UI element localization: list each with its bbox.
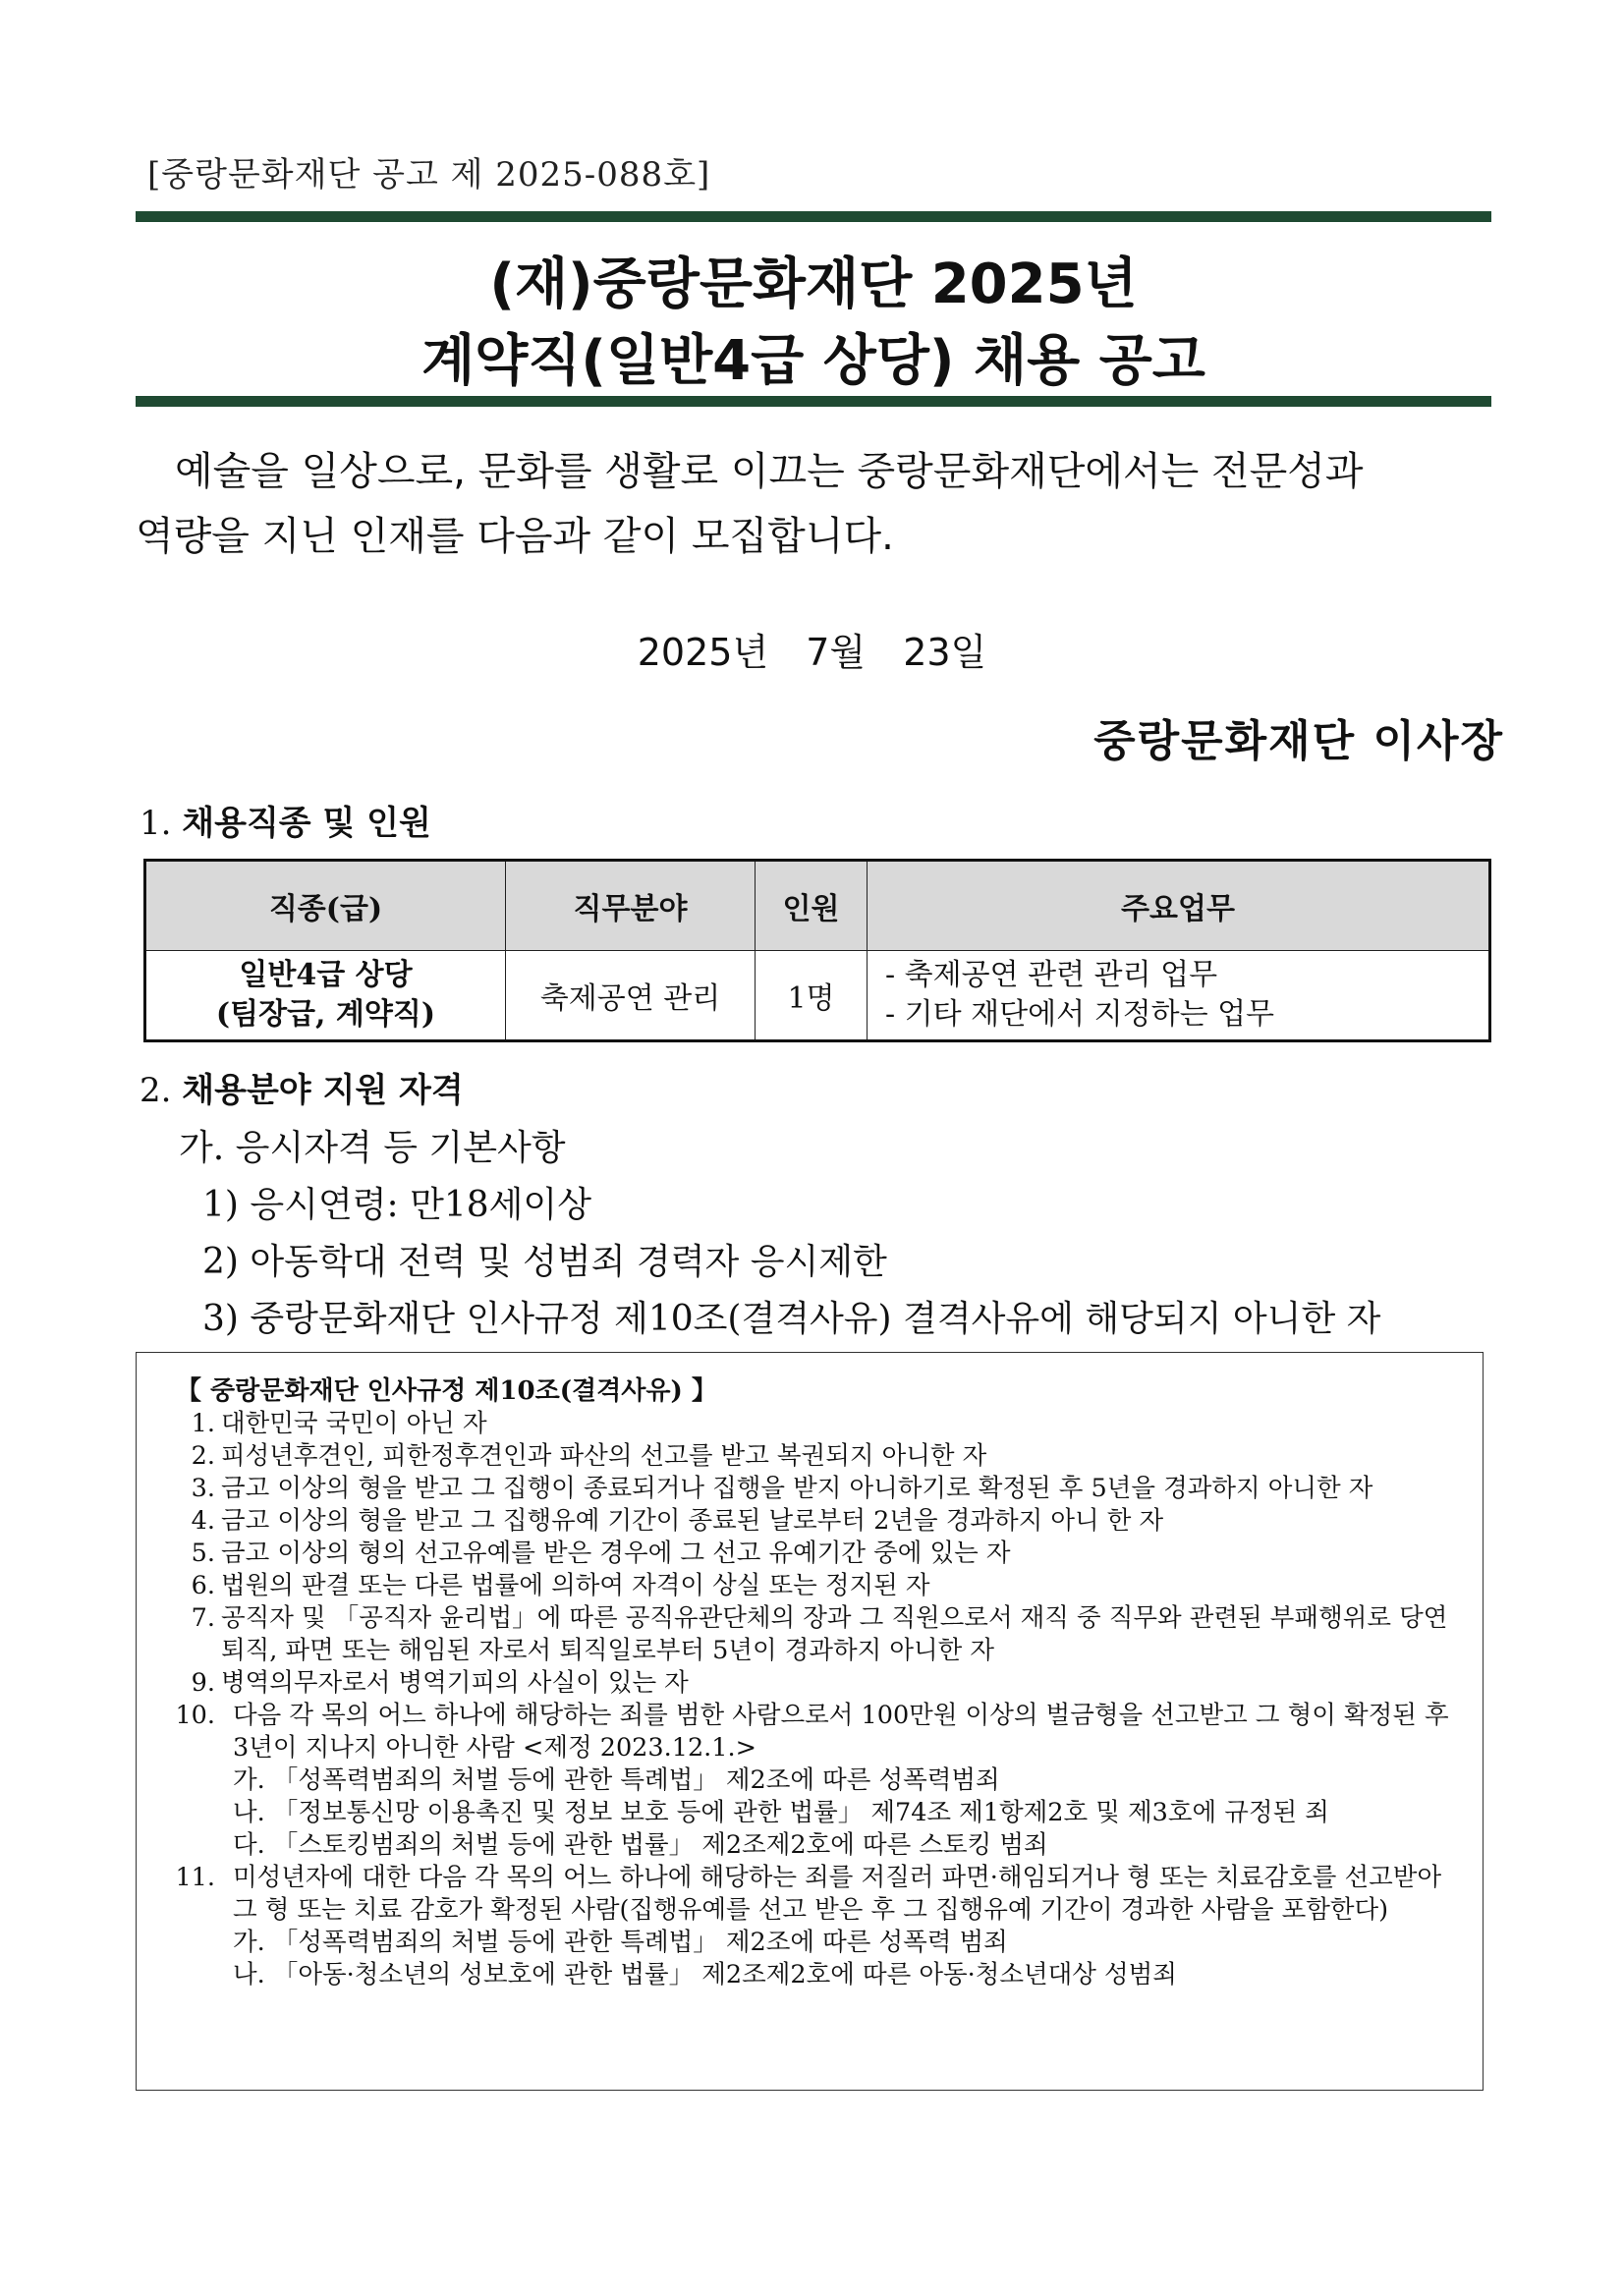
table-row <box>145 951 1490 1041</box>
section2-number: 2. <box>140 1071 172 1110</box>
section2-heading <box>140 1063 464 1111</box>
col-header-count: 인원 <box>756 861 868 951</box>
requirement-item-3: 3) 중랑문화재단 인사규정 제10조(결격사유) 결격사유에 해당되지 아니한 자 <box>202 1299 1381 1339</box>
section2-title: 채용분야 지원 자격 <box>182 1071 464 1110</box>
regulation-box-title: 【 중랑문화재단 인사규정 제10조(결격사유) 】 <box>176 1376 717 1406</box>
grade-line1: 일반4급 상당 <box>239 958 413 992</box>
duty-line2: - 기타 재단에서 지정하는 업무 <box>885 997 1275 1032</box>
section1-number: 1. <box>140 804 172 843</box>
list-item: 7. 공직자 및 「공직자 윤리법」에 따른 공직유관단체의 장과 그 직원으로서 재직 중 직무와 관련된 부패행위로 당연퇴직, 파면 또는 해임된 자로서 퇴직일로부터 5년이 경과하지 아니한 자 <box>191 1603 1448 1665</box>
page-title-line1: (재)중랑문화재단 2025년 <box>489 252 1138 316</box>
cell-grade <box>145 951 506 1041</box>
issuing-organization: 중랑문화재단 이사장 <box>1093 716 1504 766</box>
duty-line1: - 축제공연 관련 관리 업무 <box>885 958 1218 992</box>
list-item: 1. 대한민국 국민이 아닌 자 <box>191 1409 487 1438</box>
list-item: 6. 법원의 판결 또는 다른 법률에 의하여 자격이 상실 또는 정지된 자 <box>191 1571 930 1600</box>
cell-count: 1명 <box>756 951 868 1041</box>
requirement-item-1: 1) 응시연령: 만18세이상 <box>202 1185 591 1225</box>
col-header-grade: 직종(급) <box>145 861 506 951</box>
list-subitem: 나. 「정보통신망 이용촉진 및 정보 보호 등에 관한 법률」 제74조 제1항제2호 및 제3호에 규정된 죄 <box>233 1798 1329 1827</box>
list-subitem: 나. 「아동·청소년의 성보호에 관한 법률」 제2조제2호에 따른 아동·청소년대상 성범죄 <box>233 1960 1177 1989</box>
notice-number: [중랑문화재단 공고 제 2025-088호] <box>147 155 711 195</box>
cell-duties <box>868 951 1490 1041</box>
section1-title: 채용직종 및 인원 <box>182 804 431 843</box>
title-rule-bottom <box>136 396 1491 407</box>
list-item: 3. 금고 이상의 형을 받고 그 집행이 종료되거나 집행을 받지 아니하기로 확정된 후 5년을 경과하지 아니한 자 <box>191 1474 1373 1503</box>
col-header-duties: 주요업무 <box>868 861 1490 951</box>
col-header-field: 직무분야 <box>506 861 756 951</box>
page-title-line2: 계약직(일반4급 상당) 채용 공고 <box>421 329 1205 393</box>
table-header-row <box>145 861 1490 951</box>
positions-table <box>143 859 1491 1042</box>
notice-date: 2025년 7월 23일 <box>637 631 987 674</box>
list-item: 10. 다음 각 목의 어느 하나에 해당하는 죄를 범한 사람으로서 100만원 이상의 벌금형을 선고받고 그 형이 확정된 후 3년이 지나지 아니한 사람 <제정 2023.12.1.> <box>175 1701 1449 1763</box>
list-subitem: 가. 「성폭력범죄의 처벌 등에 관한 특례법」 제2조에 따른 성폭력 범죄 <box>233 1928 1008 1957</box>
list-subitem: 다. 「스토킹범죄의 처벌 등에 관한 법률」 제2조제2호에 따른 스토킹 범죄 <box>233 1830 1048 1860</box>
requirement-item-2: 2) 아동학대 전력 및 성범죄 경력자 응시제한 <box>202 1242 887 1282</box>
regulation-list <box>176 1408 1463 1991</box>
section1-heading <box>140 796 431 844</box>
title-rule-top <box>136 211 1491 222</box>
list-item: 4. 금고 이상의 형을 받고 그 집행유예 기간이 종료된 날로부터 2년을 경과하지 아니 한 자 <box>191 1506 1164 1536</box>
grade-line2: (팀장급, 계약직) <box>215 997 436 1032</box>
cell-field: 축제공연 관리 <box>506 951 756 1041</box>
list-item: 2. 피성년후견인, 피한정후견인과 파산의 선고를 받고 복권되지 아니한 자 <box>191 1441 987 1471</box>
intro-line1: 예술을 일상으로, 문화를 생활로 이끄는 중랑문화재단에서는 전문성과 <box>175 449 1364 494</box>
list-item: 11. 미성년자에 대한 다음 각 목의 어느 하나에 해당하는 죄를 저질러 파면·해임되거나 형 또는 치료감호를 선고받아 그 형 또는 치료 감호가 확정된 사람(집행유예를 선고 받은 후 그 집행유예 기간이 경과한 사람을 포함한다) <box>175 1863 1442 1925</box>
intro-line2: 역량을 지닌 인재를 다음과 같이 모집합니다. <box>136 514 894 559</box>
list-item: 5. 금고 이상의 형의 선고유예를 받은 경우에 그 선고 유예기간 중에 있는 자 <box>191 1539 1011 1568</box>
list-subitem: 가. 「성폭력범죄의 처벌 등에 관한 특례법」 제2조에 따른 성폭력범죄 <box>233 1765 1000 1795</box>
regulation-box <box>136 1352 1484 2091</box>
list-item: 9. 병역의무자로서 병역기피의 사실이 있는 자 <box>191 1668 689 1698</box>
subsection-basic-requirements: 가. 응시자격 등 기본사항 <box>179 1128 566 1168</box>
